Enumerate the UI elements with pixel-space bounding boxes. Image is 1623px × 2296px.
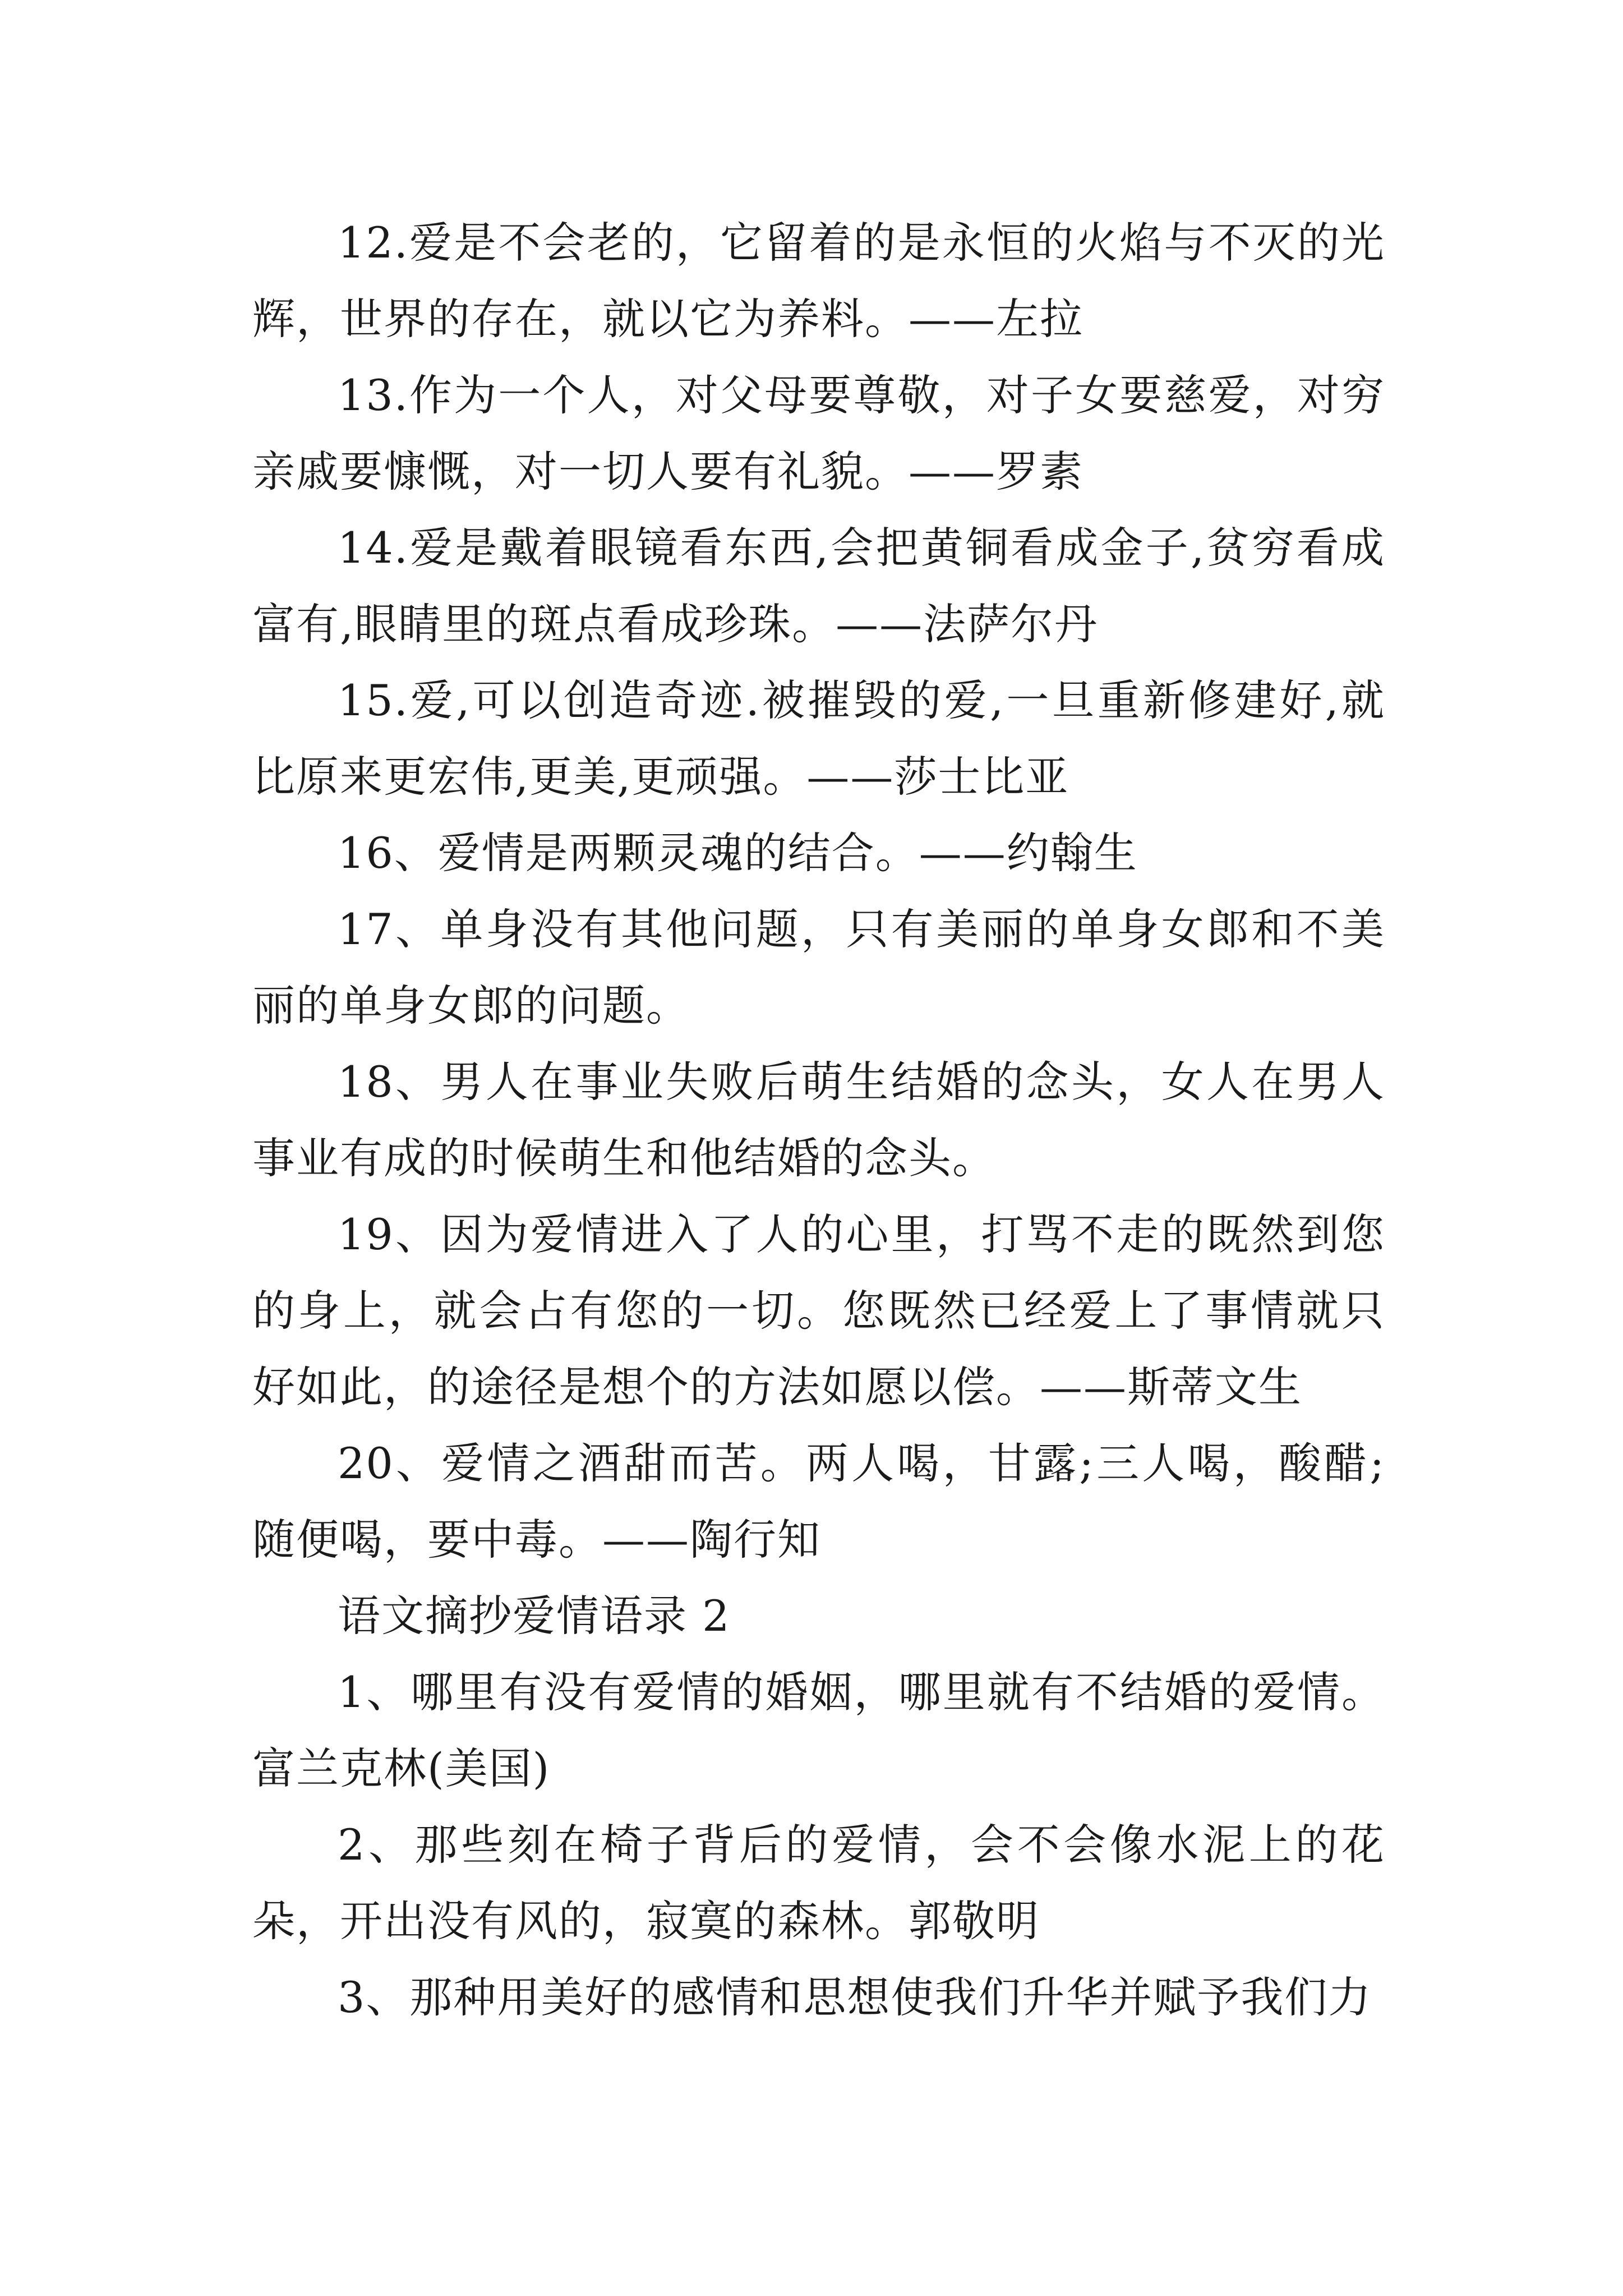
document-body: [252, 205, 1385, 2036]
paragraph-quote-15: 15.爱,可以创造奇迹.被摧毁的爱,一旦重新修建好,就比原来更宏伟,更美,更顽强。——莎士比亚: [252, 675, 1385, 802]
paragraph-quote-3: 3、那种用美好的感情和思想使我们升华并赋予我们力: [338, 1972, 1372, 2022]
section-heading: 语文摘抄爱情语录 2: [338, 1591, 731, 1641]
paragraph-quote-13: 13.作为一个人，对父母要尊敬，对子女要慈爱，对穷亲戚要慷慨，对一切人要有礼貌。——罗素: [252, 370, 1385, 496]
paragraph-quote-19: 19、因为爱情进入了人的心里，打骂不走的既然到您的身上，就会占有您的一切。您既然已经爱上了事情就只好如此，的途径是想个的方法如愿以偿。——斯蒂文生: [252, 1209, 1385, 1412]
paragraph-quote-16: 16、爱情是两颗灵魂的结合。——约翰生: [338, 828, 1138, 878]
paragraph-quote-2: 2、那些刻在椅子背后的爱情，会不会像水泥上的花朵，开出没有风的，寂寞的森林。郭敬明: [252, 1820, 1385, 1946]
paragraph-quote-18: 18、男人在事业失败后萌生结婚的念头，女人在男人事业有成的时候萌生和他结婚的念头。: [252, 1057, 1385, 1183]
paragraph-quote-20: 20、爱情之酒甜而苦。两人喝，甘露;三人喝，酸醋;随便喝，要中毒。——陶行知: [252, 1438, 1385, 1565]
paragraph-quote-12: 12.爱是不会老的，它留着的是永恒的火焰与不灭的光辉，世界的存在，就以它为养料。——左拉: [252, 218, 1385, 344]
paragraph-quote-17: 17、单身没有其他问题，只有美丽的单身女郎和不美丽的单身女郎的问题。: [252, 904, 1385, 1030]
paragraph-quote-1: 1、哪里有没有爱情的婚姻，哪里就有不结婚的爱情。富兰克林(美国): [252, 1667, 1385, 1793]
paragraph-quote-14: 14.爱是戴着眼镜看东西,会把黄铜看成金子,贫穷看成富有,眼睛里的斑点看成珍珠。——法萨尔丹: [252, 523, 1385, 649]
